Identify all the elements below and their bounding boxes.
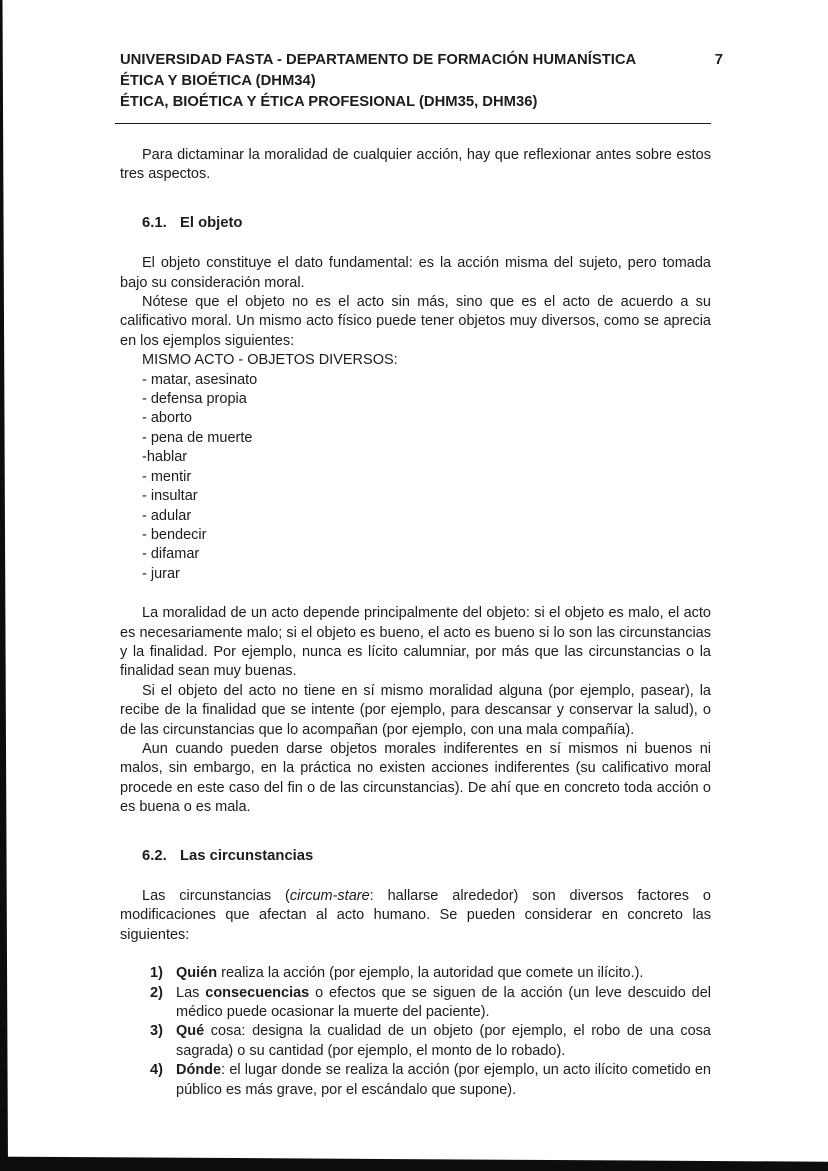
list-item xyxy=(150,964,711,983)
document-body xyxy=(120,146,711,1100)
act-line: - adular xyxy=(142,507,192,524)
paragraph: Nótese que el objeto no es el acto sin más, sino que es el acto de acuerdo a su calificativo moral. Un mismo acto físico puede tener objetos muy diversos, como se aprecia en los ejemplos siguientes: xyxy=(120,294,711,349)
list-item-number: 2) xyxy=(150,984,163,1001)
text-segment: cosa: designa la cualidad de un objeto (por ejemplo, el robo de una cosa sagrada) o su cantidad (por ejemplo, el monto de lo robado). xyxy=(176,1023,711,1059)
text-segment: Las xyxy=(176,984,206,1001)
list-item-number: 4) xyxy=(150,1062,163,1079)
bold-text-segment: Dónde xyxy=(176,1062,222,1079)
header-line-course-1: ÉTICA Y BIOÉTICA (DHM34) xyxy=(120,73,316,89)
list-item xyxy=(150,984,711,1023)
list-item-text xyxy=(176,1022,711,1061)
header-line-university: UNIVERSIDAD FASTA - DEPARTAMENTO DE FORMACIÓN HUMANÍSTICA xyxy=(120,52,637,68)
paragraph: El objeto constituye el dato fundamental: es la acción misma del sujeto, pero tomada bajo su consideración moral. xyxy=(120,255,711,291)
act-line: - matar, asesinato xyxy=(142,371,258,388)
section-title: Las circunstancias xyxy=(180,847,314,864)
italic-text-segment: circum-stare xyxy=(289,888,370,904)
list-item xyxy=(150,1022,711,1061)
act-line: - difamar xyxy=(142,546,200,563)
text-segment: : el lugar donde se realiza la acción (por ejemplo, un acto ilícito cometido en público es más grave, por el escándalo que supone). xyxy=(176,1062,711,1098)
act-line: -hablar xyxy=(142,449,188,466)
list-item-number: 3) xyxy=(150,1023,163,1040)
header-rule xyxy=(115,123,711,124)
act-line: - bendecir xyxy=(142,526,207,543)
section-title: El objeto xyxy=(180,214,243,231)
section-number: 6.1. xyxy=(142,214,167,231)
document-header xyxy=(120,50,723,124)
act-line: - aborto xyxy=(142,410,192,427)
header-line-course-2: ÉTICA, BIOÉTICA Y ÉTICA PROFESIONAL (DHM35, DHM36) xyxy=(120,94,538,110)
act-line: - mentir xyxy=(142,468,192,485)
paragraph xyxy=(120,887,711,945)
act-line: - insultar xyxy=(142,488,198,505)
paragraph: La moralidad de un acto depende principalmente del objeto: si el objeto es malo, el acto es necesariamente malo; si el objeto es bueno, el acto es bueno si lo son las circunstancias y la finalidad. Por ejemplo, nunca es lícito calumniar, por más que las circunstancias o la finalidad sean muy buenas. xyxy=(120,605,711,680)
text-segment: o efectos que se siguen de la acción (un leve descuido del médico puede ocasionar la muerte del paciente). xyxy=(176,984,711,1021)
paragraph: Si el objeto del acto no tiene en sí mismo moralidad alguna (por ejemplo, pasear), la recibe de la finalidad que se intente (por ejemplo, para descansar y conservar la salud), o de las circunstancias que lo acompañan (por ejemplo, con una mala compañía). xyxy=(120,682,711,738)
bold-text-segment: consecuencias xyxy=(205,984,310,1001)
section-heading-6-1 xyxy=(120,214,711,233)
paragraph: Aun cuando pueden darse objetos morales indiferentes en sí mismos ni buenos ni malos, sin embargo, en la práctica no existen acciones indiferentes (su calificativo moral procede en este caso del fin o de las circunstancias). De ahí que en concreto toda acción o es buena o es mala. xyxy=(120,740,711,816)
list-item xyxy=(150,1061,711,1100)
intro-paragraph: Para dictaminar la moralidad de cualquier acción, hay que reflexionar antes sobre estos tres aspectos. xyxy=(120,147,711,183)
section-number: 6.2. xyxy=(142,847,167,864)
text-segment: : hallarse alrededor) son diversos factores o modificaciones que afectan al acto humano. Se pueden considerar en concreto las siguientes: xyxy=(120,888,711,943)
text-segment: realiza la acción (por ejemplo, la autoridad que comete un ilícito.). xyxy=(217,965,644,982)
page-number: 7 xyxy=(714,52,723,68)
act-line: - defensa propia xyxy=(142,391,247,408)
act-line: - jurar xyxy=(142,565,180,582)
acts-list-title: MISMO ACTO - OBJETOS DIVERSOS: xyxy=(142,352,398,369)
section-heading-6-2 xyxy=(120,847,711,866)
circumstances-list xyxy=(120,964,711,1100)
bold-text-segment: Quién xyxy=(176,965,218,982)
list-item-text xyxy=(176,964,711,983)
act-line: - pena de muerte xyxy=(142,429,253,446)
bold-text-segment: Qué xyxy=(176,1023,205,1040)
text-segment: Las circunstancias ( xyxy=(142,888,290,904)
list-item-number: 1) xyxy=(150,965,163,982)
list-item-text xyxy=(176,984,711,1023)
list-item-text xyxy=(176,1061,711,1100)
